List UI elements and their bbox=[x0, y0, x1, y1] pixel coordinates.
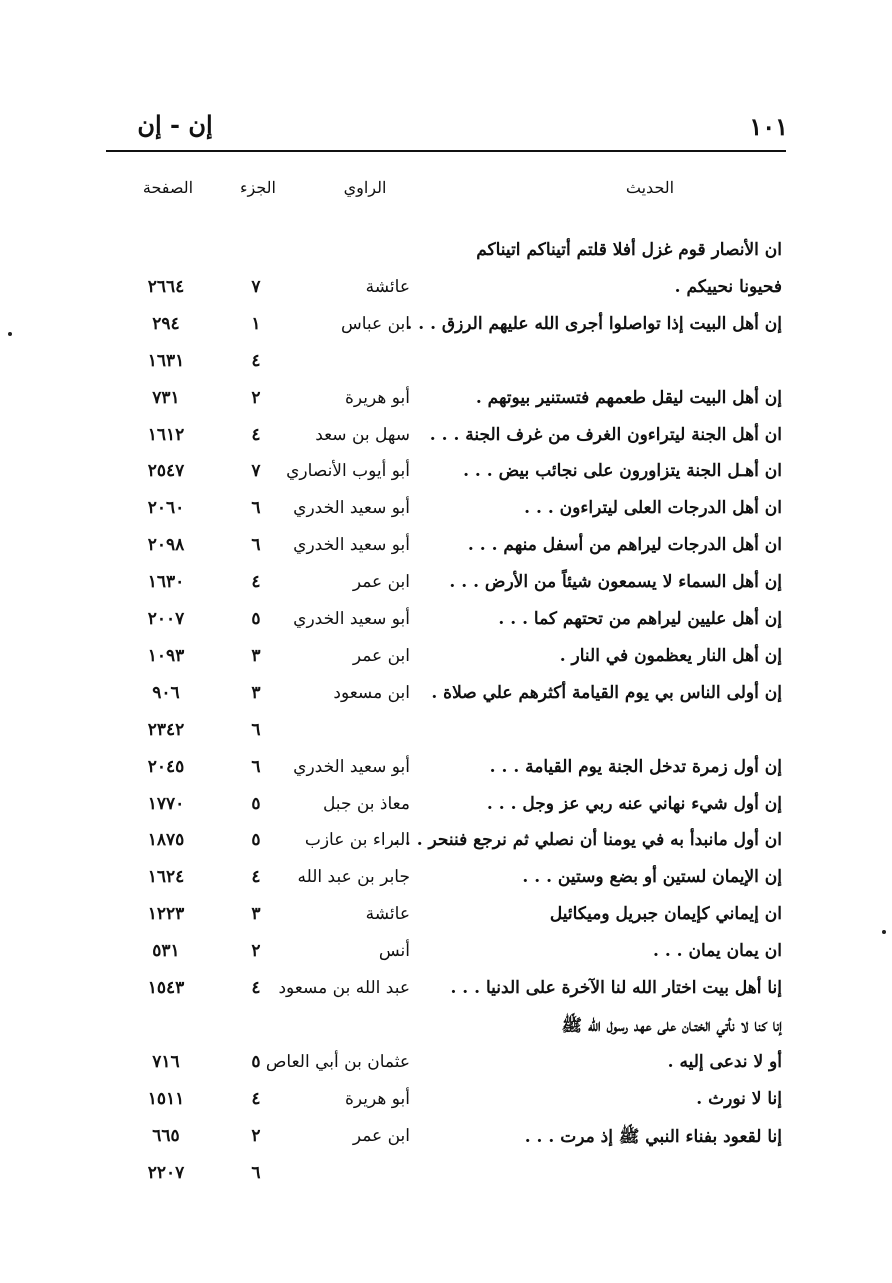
rawi-name: سهل بن سعد bbox=[315, 425, 410, 445]
table-row bbox=[0, 1052, 892, 1082]
column-header-rawi: الراوي bbox=[343, 178, 387, 197]
table-row bbox=[0, 609, 892, 639]
table-row bbox=[0, 314, 892, 344]
juz-number: ٧ bbox=[251, 461, 261, 481]
hadith-text: ان أهل الدرجات ليراهم من أسفل منهم . . . bbox=[467, 535, 782, 555]
page-reference: ١٦٣٠ bbox=[147, 572, 185, 592]
page-reference: ٧٣١ bbox=[152, 388, 180, 408]
juz-number: ٤ bbox=[251, 351, 261, 371]
page-reference: ٢٠٠٧ bbox=[147, 609, 185, 629]
juz-number: ٧ bbox=[251, 277, 261, 297]
table-row bbox=[0, 1089, 892, 1119]
table-row bbox=[0, 794, 892, 824]
page-reference: ٢٠٤٥ bbox=[147, 757, 185, 777]
hadith-text: ان يمان يمان . . . bbox=[652, 941, 782, 961]
hadith-text: إن أهل السماء لا يسمعون شيئاً من الأرض . . . bbox=[449, 572, 782, 592]
juz-number: ٦ bbox=[251, 498, 261, 518]
column-header-page: الصفحة bbox=[142, 178, 194, 197]
rawi-name: عائشة bbox=[365, 904, 410, 924]
table-row bbox=[0, 388, 892, 418]
table-row bbox=[0, 498, 892, 528]
page-reference: ١٦١٢ bbox=[147, 425, 185, 445]
juz-number: ٥ bbox=[251, 609, 261, 629]
table-row bbox=[0, 720, 892, 750]
juz-number: ٤ bbox=[251, 1089, 261, 1109]
page-reference: ٢٦٦٤ bbox=[147, 277, 185, 297]
page-reference: ٩٠٦ bbox=[152, 683, 180, 703]
rawi-name: ابن عباس bbox=[340, 314, 410, 334]
juz-number: ٤ bbox=[251, 425, 261, 445]
table-row bbox=[0, 277, 892, 307]
page-reference: ٢٩٤ bbox=[152, 314, 180, 334]
juz-number: ٢ bbox=[251, 941, 261, 961]
hadith-text: فحيونا نحييكم . bbox=[674, 277, 782, 297]
table-row bbox=[0, 351, 892, 381]
rawi-name: معاذ بن جبل bbox=[322, 794, 410, 814]
page-reference: ٦٦٥ bbox=[152, 1126, 180, 1146]
rawi-name: ابن عمر bbox=[352, 572, 410, 592]
rawi-name: أبو هريرة bbox=[344, 388, 410, 408]
table-row bbox=[0, 1015, 892, 1045]
table-row bbox=[0, 978, 892, 1008]
page-reference: ١٥١١ bbox=[147, 1089, 185, 1109]
table-row bbox=[0, 683, 892, 713]
table-row bbox=[0, 1163, 892, 1193]
page-range-header: إن - إن bbox=[137, 110, 213, 139]
juz-number: ٤ bbox=[251, 572, 261, 592]
hadith-text: إن الإيمان لستين أو بضع وستين . . . bbox=[522, 867, 782, 887]
hadith-text: إن أول شيء نهاني عنه ربي عز وجل . . . bbox=[486, 794, 782, 814]
rawi-name: أبو سعيد الخدري bbox=[293, 609, 410, 629]
page-reference: ٢٣٤٢ bbox=[147, 720, 185, 740]
hadith-text: إنا لا نورث . bbox=[696, 1089, 782, 1109]
hadith-text: إنا أهل بيت اختار الله لنا الآخرة على الدنيا . . . bbox=[450, 978, 782, 998]
rawi-name: أنس bbox=[378, 941, 410, 961]
hadith-text: إن أهل النار يعظمون في النار . bbox=[559, 646, 782, 666]
juz-number: ٦ bbox=[251, 535, 261, 555]
juz-number: ١ bbox=[251, 314, 261, 334]
header-rule bbox=[106, 150, 786, 152]
juz-number: ٥ bbox=[251, 794, 261, 814]
page-reference: ٢٥٤٧ bbox=[147, 461, 185, 481]
page-reference: ١٢٢٣ bbox=[147, 904, 185, 924]
juz-number: ٦ bbox=[251, 720, 261, 740]
hadith-text: إن أهل عليين ليراهم من تحتهم كما . . . bbox=[498, 609, 782, 629]
table-row bbox=[0, 904, 892, 934]
page-reference: ٧١٦ bbox=[152, 1052, 180, 1072]
rawi-name: البراء بن عازب bbox=[304, 830, 410, 850]
rawi-name: أبو هريرة bbox=[344, 1089, 410, 1109]
hadith-text: إنا كنا لا نأتي الختـان على عهد رسول الله ﷺ bbox=[561, 1016, 782, 1036]
juz-number: ٢ bbox=[251, 388, 261, 408]
hadith-text: إن أهل البيت إذا تواصلوا أجرى الله عليهم الرزق . . . bbox=[406, 314, 782, 334]
page-reference: ١٧٧٠ bbox=[147, 794, 185, 814]
table-row bbox=[0, 425, 892, 455]
juz-number: ٤ bbox=[251, 867, 261, 887]
hadith-text: إنا لقعود بفناء النبي ﷺ إذ مرت . . . bbox=[524, 1127, 782, 1147]
page-reference: ١٦٣١ bbox=[147, 351, 185, 371]
hadith-text: ان الأنصار قوم غزل أفلا قلتم أتيناكم اتيناكم bbox=[476, 240, 782, 260]
column-header-juz: الجزء bbox=[240, 178, 276, 197]
rawi-name: ابن عمر bbox=[352, 646, 410, 666]
rawi-name: أبو سعيد الخدري bbox=[293, 535, 410, 555]
juz-number: ٢ bbox=[251, 1126, 261, 1146]
juz-number: ٦ bbox=[251, 757, 261, 777]
scan-speck bbox=[8, 332, 12, 336]
rawi-name: جابر بن عبد الله bbox=[297, 867, 410, 887]
rawi-name: أبو أيوب الأنصاري bbox=[286, 461, 410, 481]
page-reference: ٢٢٠٧ bbox=[147, 1163, 185, 1183]
page-reference: ١٨٧٥ bbox=[147, 830, 185, 850]
juz-number: ٦ bbox=[251, 1163, 261, 1183]
juz-number: ٤ bbox=[251, 978, 261, 998]
page-reference: ١٥٤٣ bbox=[147, 978, 185, 998]
table-row bbox=[0, 535, 892, 565]
hadith-text: ان أول مانبدأ به في يومنا أن نصلي ثم نرجع فننحر . . . bbox=[393, 830, 782, 850]
rawi-name: عائشة bbox=[365, 277, 410, 297]
table-row bbox=[0, 1126, 892, 1156]
table-row bbox=[0, 572, 892, 602]
page-reference: ٢٠٩٨ bbox=[147, 535, 185, 555]
hadith-text: ان أهـل الجنة يتزاورون على نجائب بيض . . . bbox=[463, 461, 782, 481]
hadith-text: إن أهل البيت ليقل طعمهم فتستنير بيوتهم . bbox=[475, 388, 782, 408]
juz-number: ٥ bbox=[251, 1052, 261, 1072]
hadith-text: إن أولى الناس بي يوم القيامة أكثرهم علي صلاة . bbox=[431, 683, 782, 703]
table-row bbox=[0, 461, 892, 491]
table-row bbox=[0, 240, 892, 270]
rawi-name: عبد الله بن مسعود bbox=[278, 978, 410, 998]
juz-number: ٥ bbox=[251, 830, 261, 850]
table-row bbox=[0, 830, 892, 860]
page-reference: ٢٠٦٠ bbox=[147, 498, 185, 518]
hadith-text: أو لا ندعى إليه . bbox=[667, 1052, 782, 1072]
rawi-name: ابن مسعود bbox=[333, 683, 410, 703]
juz-number: ٣ bbox=[251, 683, 261, 703]
table-row bbox=[0, 757, 892, 787]
table-row bbox=[0, 867, 892, 897]
rawi-name: عثمان بن أبي العاص bbox=[265, 1052, 410, 1072]
hadith-text: ان أهل الجنة ليتراءون الغرف من غرف الجنة . . . bbox=[429, 425, 782, 445]
hadith-text: ان إيماني كإيمان جبريل وميكائيل bbox=[549, 904, 782, 924]
hadith-text: ان أهل الدرجات العلى ليتراءون . . . bbox=[524, 498, 782, 518]
hadith-text: إن أول زمرة تدخل الجنة يوم القيامة . . . bbox=[489, 757, 782, 777]
page-reference: ١٦٢٤ bbox=[147, 867, 185, 887]
rawi-name: ابن عمر bbox=[352, 1126, 410, 1146]
scan-speck bbox=[882, 930, 886, 934]
page-reference: ١٠٩٣ bbox=[147, 646, 185, 666]
table-row bbox=[0, 646, 892, 676]
rawi-name: أبو سعيد الخدري bbox=[293, 757, 410, 777]
juz-number: ٣ bbox=[251, 904, 261, 924]
juz-number: ٣ bbox=[251, 646, 261, 666]
page-number: ١٠١ bbox=[749, 112, 788, 141]
table-row bbox=[0, 941, 892, 971]
rawi-name: أبو سعيد الخدري bbox=[293, 498, 410, 518]
page-reference: ٥٣١ bbox=[152, 941, 180, 961]
column-header-hadith: الحديث bbox=[625, 178, 675, 197]
